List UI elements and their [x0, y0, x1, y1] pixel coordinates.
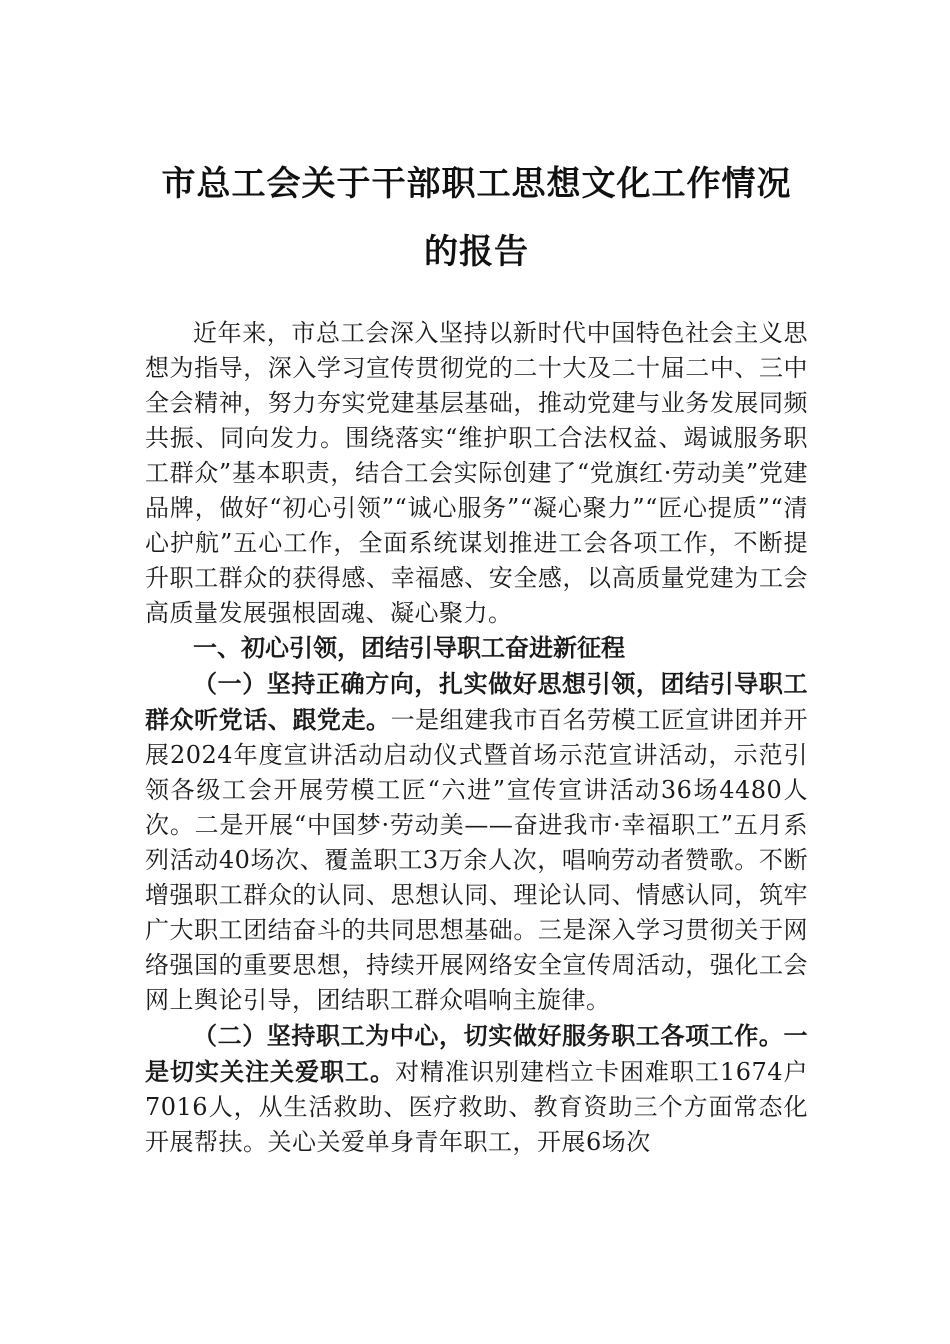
title-line-1: 市总工会关于干部职工思想文化工作情况	[161, 164, 792, 204]
section-1-heading: 一、初心引领，团结引导职工奋进新征程	[193, 634, 625, 662]
document-title	[145, 150, 808, 286]
title-line-2: 的报告	[424, 232, 529, 272]
subsection-2-paragraph	[145, 1018, 808, 1160]
subsection-1-body: 一是组建我市百名劳模工匠宣讲团并开展2024年度宣讲活动启动仪式暨首场示范宣讲活动，示范引领各级工会开展劳模工匠“六进”宣传宣讲活动36场4480人次。二是开展“中国梦·劳动美——奋进我市·幸福职工”五月系列活动40场次、覆盖职工3万余人次，唱响劳动者赞歌。不断增强职工群众的认同、思想认同、理论认同、情感认同，筑牢广大职工团结奋斗的共同思想基础。三是深入学习贯彻关于网络强国的重要思想，持续开展网络安全宣传周活动，强化工会网上舆论引导，团结职工群众唱响主旋律。	[145, 706, 809, 1014]
subsection-2-body: 对精准识别建档立卡困难职工1674户7016人，从生活救助、医疗救助、教育资助三个方面常态化开展帮扶。关心关爱单身青年职工，开展6场次	[145, 1058, 809, 1156]
document-page	[145, 150, 808, 1160]
subsection-2-lead: （二）坚持职工为中心，切实做好服务职工各项工作。一是切实关注关爱职工。	[145, 1021, 808, 1086]
intro-paragraph: 近年来，市总工会深入坚持以新时代中国特色社会主义思想为指导，深入学习宣传贯彻党的二十大及二十届二中、三中全会精神，努力夯实党建基层基础，推动党建与业务发展同频共振、同向发力。围绕落实“维护职工合法权益、竭诚服务职工群众”基本职责，结合工会实际创建了“党旗红·劳动美”党建品牌，做好“初心引领”“诚心服务”“凝心聚力”“匠心提质”“清心护航”五心工作，全面系统谋划推进工会各项工作，不断提升职工群众的获得感、幸福感、安全感，以高质量党建为工会高质量发展强根固魂、凝心聚力。	[145, 319, 808, 627]
subsection-1-lead: （一）坚持正确方向，扎实做好思想引领，团结引导职工群众听党话、跟党走。	[145, 669, 808, 734]
subsection-1-paragraph	[145, 666, 808, 1018]
